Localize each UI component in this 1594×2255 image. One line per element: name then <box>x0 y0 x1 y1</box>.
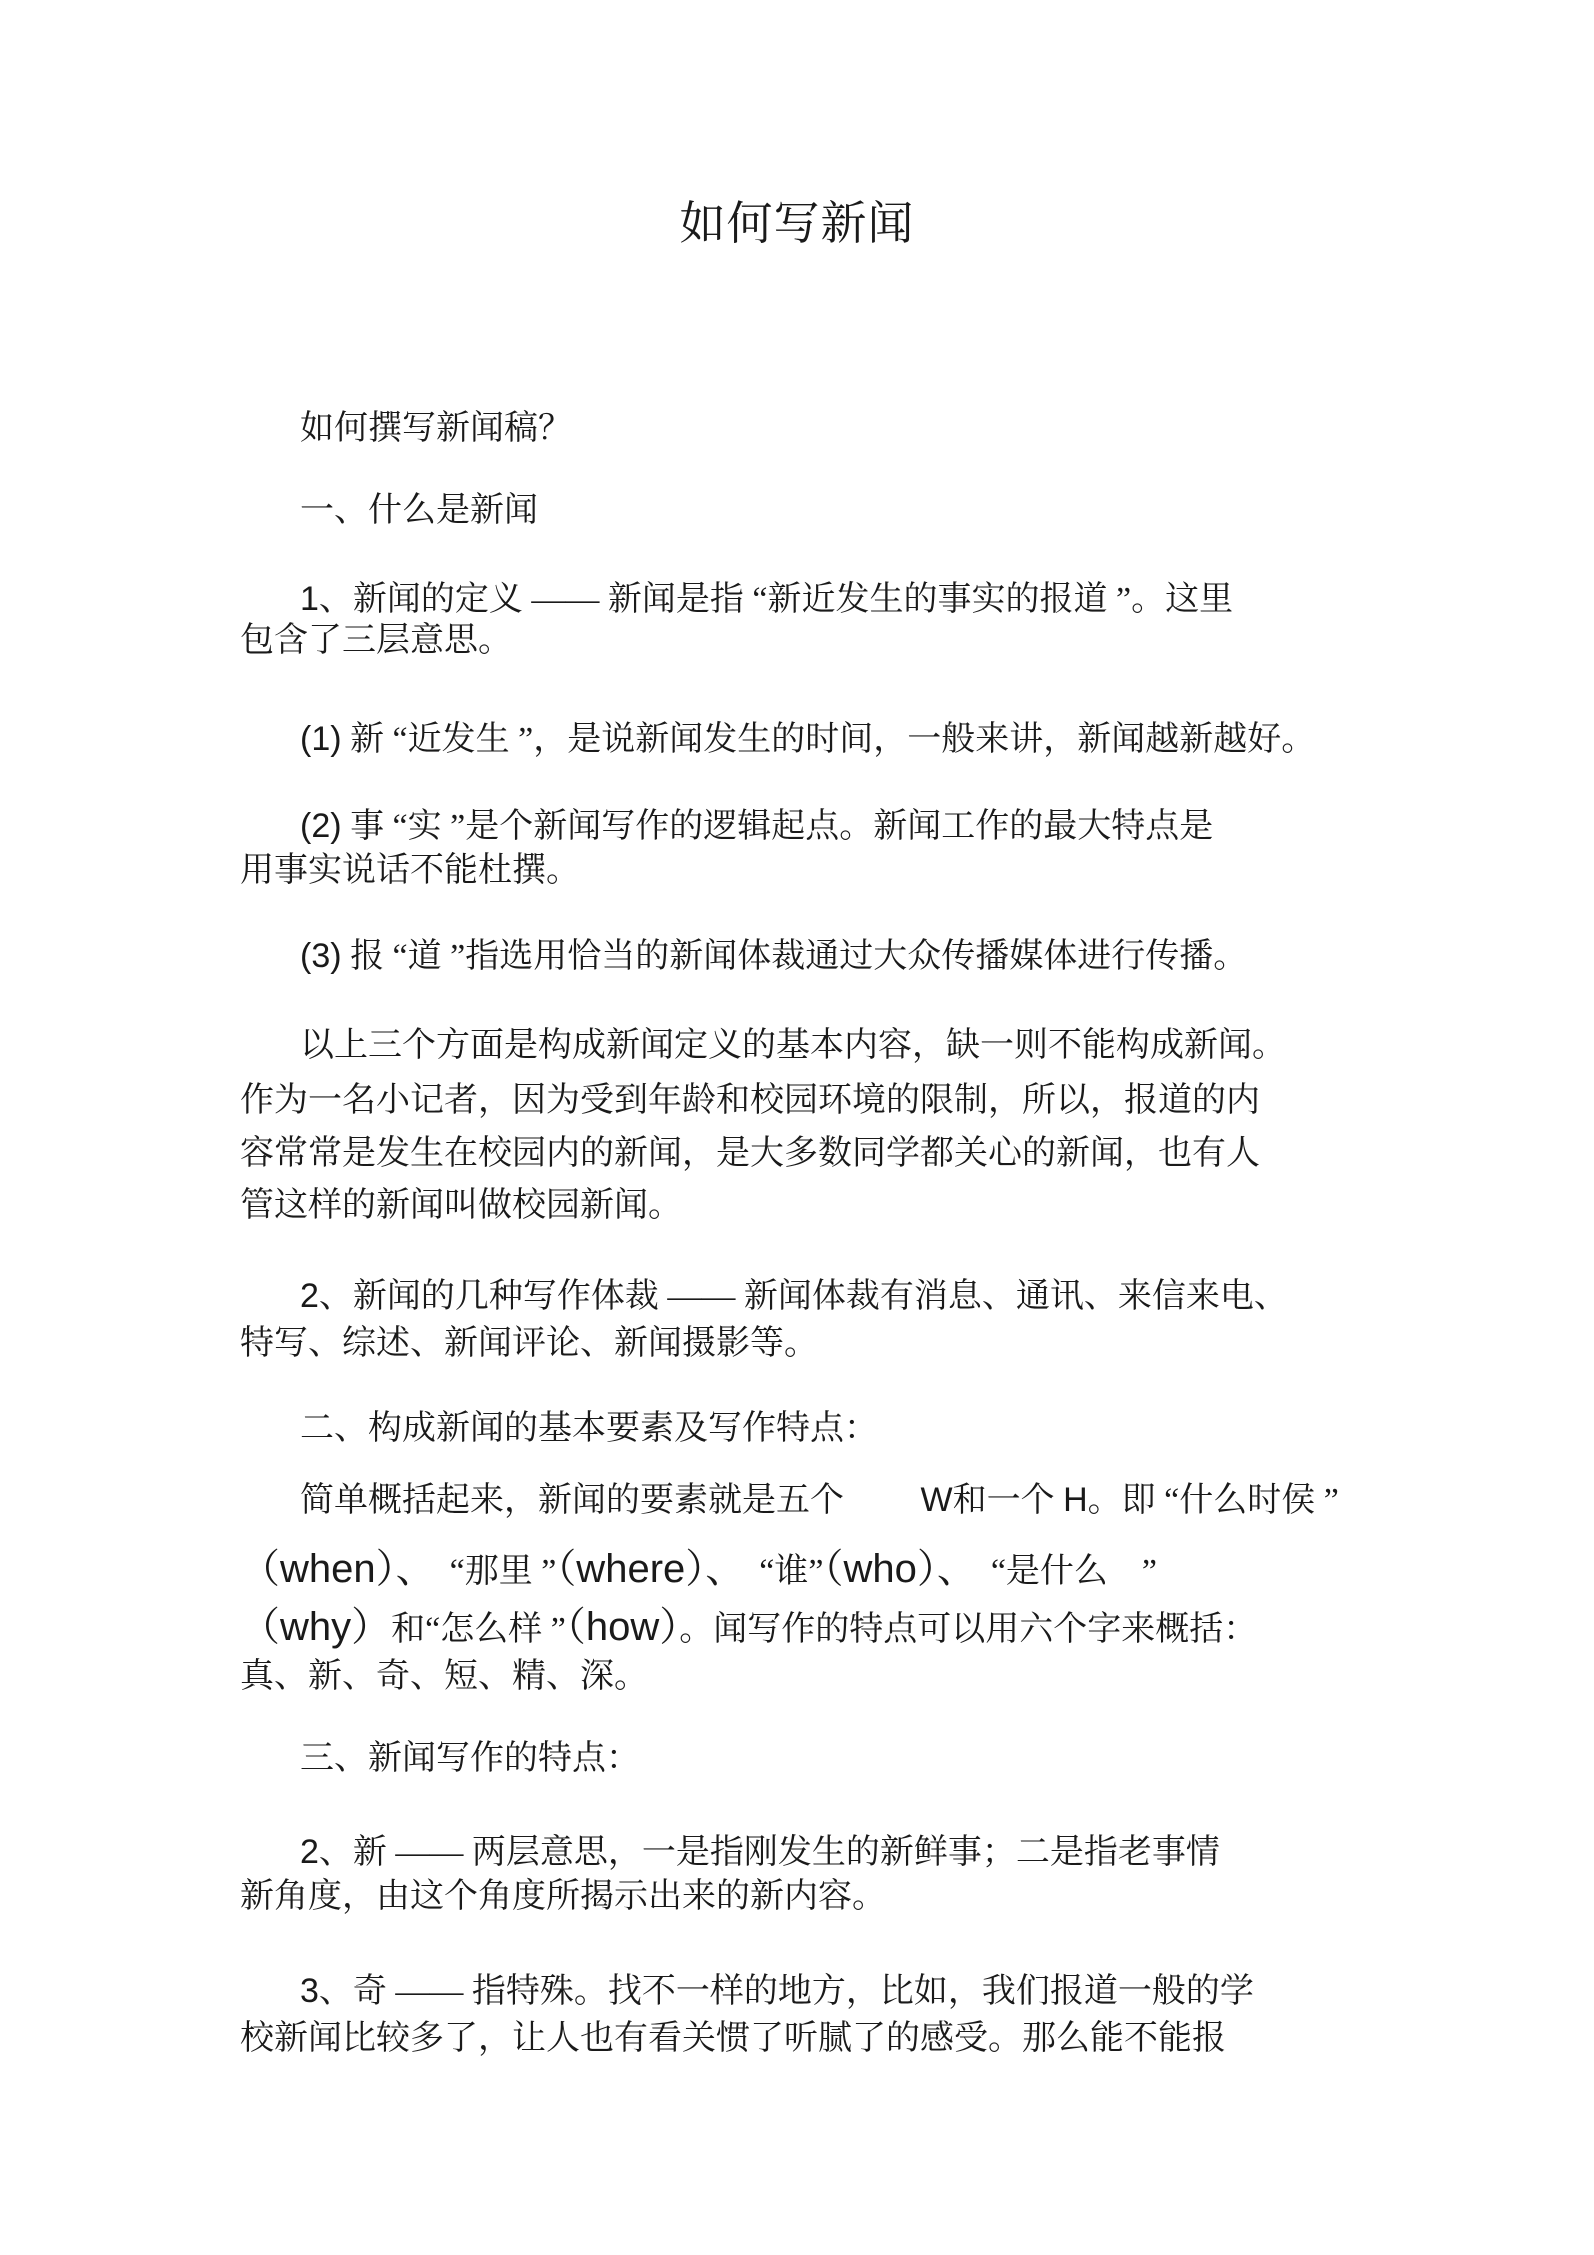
text-segment: 简单概括起来，新闻的要素就是五个 <box>300 1482 844 1519</box>
text-segment: 、新闻的几种写作体裁 —— 新闻体裁有消息、通讯、来信来电、 <box>318 1278 1288 1315</box>
text-line <box>240 1026 1286 1066</box>
text-segment: 新角度，由这个角度所揭示出来的新内容。 <box>240 1878 886 1915</box>
text-segment: 新 “近发生 ”，是说新闻发生的时间，一般来讲，新闻越新越好。 <box>341 721 1316 758</box>
text-segment: 真、新、奇、短、精、深。 <box>240 1658 648 1695</box>
text-line <box>240 936 1247 977</box>
text-segment: 用事实说话不能杜撰。 <box>240 852 580 889</box>
text-segment: “谁” <box>725 1553 824 1590</box>
text-segment: （when）、 <box>240 1547 416 1591</box>
text-line <box>240 1276 1288 1317</box>
text-segment: 。闻写作的特点可以用六个字来概括： <box>679 1611 1258 1648</box>
text-segment: 事 “实 ”是个新闻写作的逻辑起点。新闻工作的最大特点是 <box>341 808 1214 845</box>
text-segment: (3) <box>300 937 342 975</box>
text-segment: “那里 ” <box>415 1553 557 1590</box>
text-segment: （how） <box>565 1605 680 1649</box>
text-line <box>240 851 580 891</box>
text-line <box>240 1877 886 1917</box>
text-segment: H <box>1063 1481 1088 1519</box>
text-segment: （where）、 <box>556 1547 726 1591</box>
text-line <box>240 1081 1260 1121</box>
text-segment: 报 “道 ”指选用恰当的新闻体裁通过大众传播媒体进行传播。 <box>341 938 1248 975</box>
text-line <box>240 1607 1257 1650</box>
text-segment: 2 <box>300 1833 319 1871</box>
text-segment: 、奇 —— 指特殊。找不一样的地方，比如，我们报道一般的学 <box>318 1973 1254 2010</box>
text-segment: 二、构成新闻的基本要素及写作特点： <box>300 1410 878 1447</box>
text-line <box>240 1324 818 1364</box>
page-title: 如何写新闻 <box>679 198 915 249</box>
text-segment: （why） <box>240 1605 392 1649</box>
text-line <box>240 579 1233 620</box>
text-segment: 容常常是发生在校园内的新闻，是大多数同学都关心的新闻，也有人 <box>240 1135 1260 1172</box>
text-segment: 、新 —— 两层意思，一是指刚发生的新鲜事；二是指老事情 <box>318 1834 1220 1871</box>
text-segment: 作为一名小记者，因为受到年龄和校园环境的限制，所以，报道的内 <box>240 1082 1260 1119</box>
text-segment: W <box>920 1481 953 1519</box>
text-line <box>240 719 1315 760</box>
text-segment: (1) <box>300 720 342 758</box>
text-segment: 3 <box>300 1972 319 2010</box>
text-line <box>240 621 512 661</box>
text-segment: 和一个 <box>952 1482 1064 1519</box>
text-segment: 一、什么是新闻 <box>300 492 538 529</box>
text-line <box>240 2019 1226 2059</box>
text-line <box>240 1186 682 1226</box>
text-segment: (2) <box>300 807 342 845</box>
text-segment: 2 <box>300 1277 319 1315</box>
text-segment: 特写、综述、新闻评论、新闻摄影等。 <box>240 1325 818 1362</box>
text-segment: 以上三个方面是构成新闻定义的基本内容，缺一则不能构成新闻。 <box>300 1027 1286 1064</box>
text-line <box>240 1971 1254 2012</box>
text-line <box>240 1409 878 1449</box>
text-line <box>240 1657 648 1697</box>
text-segment: 。即 “什么时侯 ” <box>1087 1482 1339 1519</box>
text-segment: 如何撰写新闻稿？ <box>300 410 572 447</box>
text-line <box>240 1480 1339 1521</box>
text-segment: 包含了三层意思。 <box>240 622 512 659</box>
text-line <box>240 1549 1157 1592</box>
text-segment: 三、新闻写作的特点： <box>300 1740 640 1777</box>
text-line <box>240 1134 1260 1174</box>
text-segment: “是什么 ” <box>956 1553 1158 1590</box>
text-line <box>240 1739 640 1779</box>
text-segment <box>844 1482 921 1519</box>
text-line <box>240 409 572 449</box>
text-segment: （who）、 <box>823 1547 957 1591</box>
text-segment: 和“怎么样 ” <box>391 1611 566 1648</box>
text-segment: 、新闻的定义 —— 新闻是指 “新近发生的事实的报道 ”。这里 <box>318 581 1234 618</box>
text-line <box>240 491 538 531</box>
text-line <box>240 1832 1220 1873</box>
text-segment: 管这样的新闻叫做校园新闻。 <box>240 1187 682 1224</box>
text-line <box>240 806 1213 847</box>
text-segment: 1 <box>300 580 319 618</box>
text-segment: 校新闻比较多了，让人也有看关惯了听腻了的感受。那么能不能报 <box>240 2020 1226 2057</box>
